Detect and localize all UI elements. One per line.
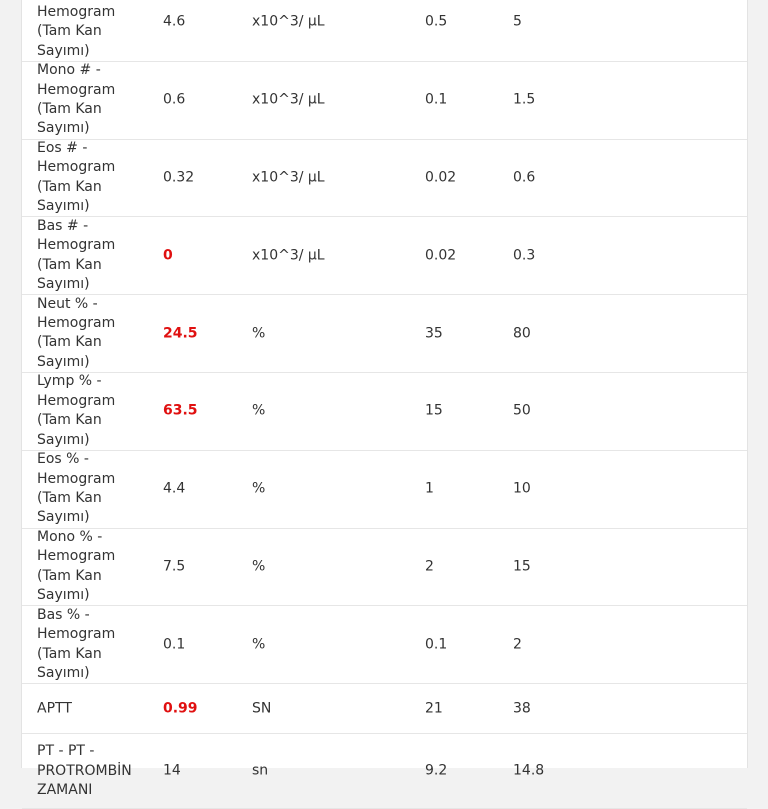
test-name: Neut % - Hemogram (Tam Kan Sayımı)	[37, 295, 116, 370]
table-row	[22, 529, 747, 607]
table-row	[22, 373, 747, 451]
reference-high: 80	[513, 324, 531, 341]
reference-high: 10	[513, 480, 531, 497]
reference-low: 0.02	[425, 169, 457, 186]
table-row	[22, 295, 747, 373]
reference-low: 15	[425, 402, 443, 419]
test-name: Eos # - Hemogram (Tam Kan Sayımı)	[37, 140, 116, 215]
table-row	[22, 0, 747, 62]
reference-high: 5	[513, 13, 522, 30]
reference-high: 50	[513, 402, 531, 419]
unit: x10^3/ μL	[252, 247, 325, 264]
reference-high: 15	[513, 558, 531, 575]
unit: x10^3/ μL	[252, 169, 325, 186]
lab-results-table	[22, 0, 747, 809]
table-row	[22, 62, 747, 140]
result-value: 7.5	[163, 558, 186, 575]
result-value: 14	[163, 762, 181, 779]
unit: %	[252, 558, 266, 575]
unit: %	[252, 636, 266, 653]
reference-low: 0.5	[425, 13, 448, 30]
reference-low: 9.2	[425, 762, 448, 779]
result-value: 0.6	[163, 91, 186, 108]
result-value: 0.32	[163, 169, 195, 186]
result-value: 24.5	[163, 324, 198, 341]
unit: SN	[252, 699, 272, 716]
unit: sn	[252, 762, 269, 779]
reference-low: 35	[425, 324, 443, 341]
table-row	[22, 140, 747, 218]
table-row	[22, 217, 747, 295]
table-row	[22, 684, 747, 734]
reference-high: 0.6	[513, 169, 536, 186]
reference-low: 2	[425, 558, 434, 575]
test-name: APTT	[37, 699, 72, 716]
reference-high: 1.5	[513, 91, 536, 108]
unit: x10^3/ μL	[252, 91, 325, 108]
test-name: PT - PT - PROTROMBİN ZAMANI	[37, 743, 132, 798]
reference-low: 21	[425, 699, 443, 716]
reference-low: 0.1	[425, 636, 448, 653]
test-name: Mono # - Hemogram (Tam Kan Sayımı)	[37, 62, 116, 137]
test-name: Bas # - Hemogram (Tam Kan Sayımı)	[37, 217, 116, 293]
result-value: 0.1	[163, 636, 186, 653]
result-value: 63.5	[163, 402, 198, 419]
reference-low: 0.02	[425, 247, 457, 264]
result-value: 0.99	[163, 699, 198, 716]
reference-low: 1	[425, 480, 434, 497]
test-name: Hemogram (Tam Kan Sayımı)	[37, 3, 116, 59]
reference-high: 38	[513, 699, 531, 716]
test-name: Bas % - Hemogram (Tam Kan Sayımı)	[37, 606, 116, 682]
table-row	[22, 606, 747, 684]
test-name: Lymp % - Hemogram (Tam Kan Sayımı)	[37, 373, 116, 448]
table-row	[22, 734, 747, 809]
test-name: Mono % - Hemogram (Tam Kan Sayımı)	[37, 529, 116, 604]
table-row	[22, 451, 747, 529]
result-value: 4.6	[163, 13, 186, 30]
reference-high: 0.3	[513, 247, 536, 264]
unit: %	[252, 402, 266, 419]
test-name: Eos % - Hemogram (Tam Kan Sayımı)	[37, 451, 116, 526]
lab-results-card	[21, 0, 748, 798]
result-value: 4.4	[163, 480, 186, 497]
unit: x10^3/ μL	[252, 13, 325, 30]
unit: %	[252, 480, 266, 497]
unit: %	[252, 324, 266, 341]
reference-high: 2	[513, 636, 522, 653]
reference-high: 14.8	[513, 762, 545, 779]
result-value: 0	[163, 247, 173, 264]
reference-low: 0.1	[425, 91, 448, 108]
